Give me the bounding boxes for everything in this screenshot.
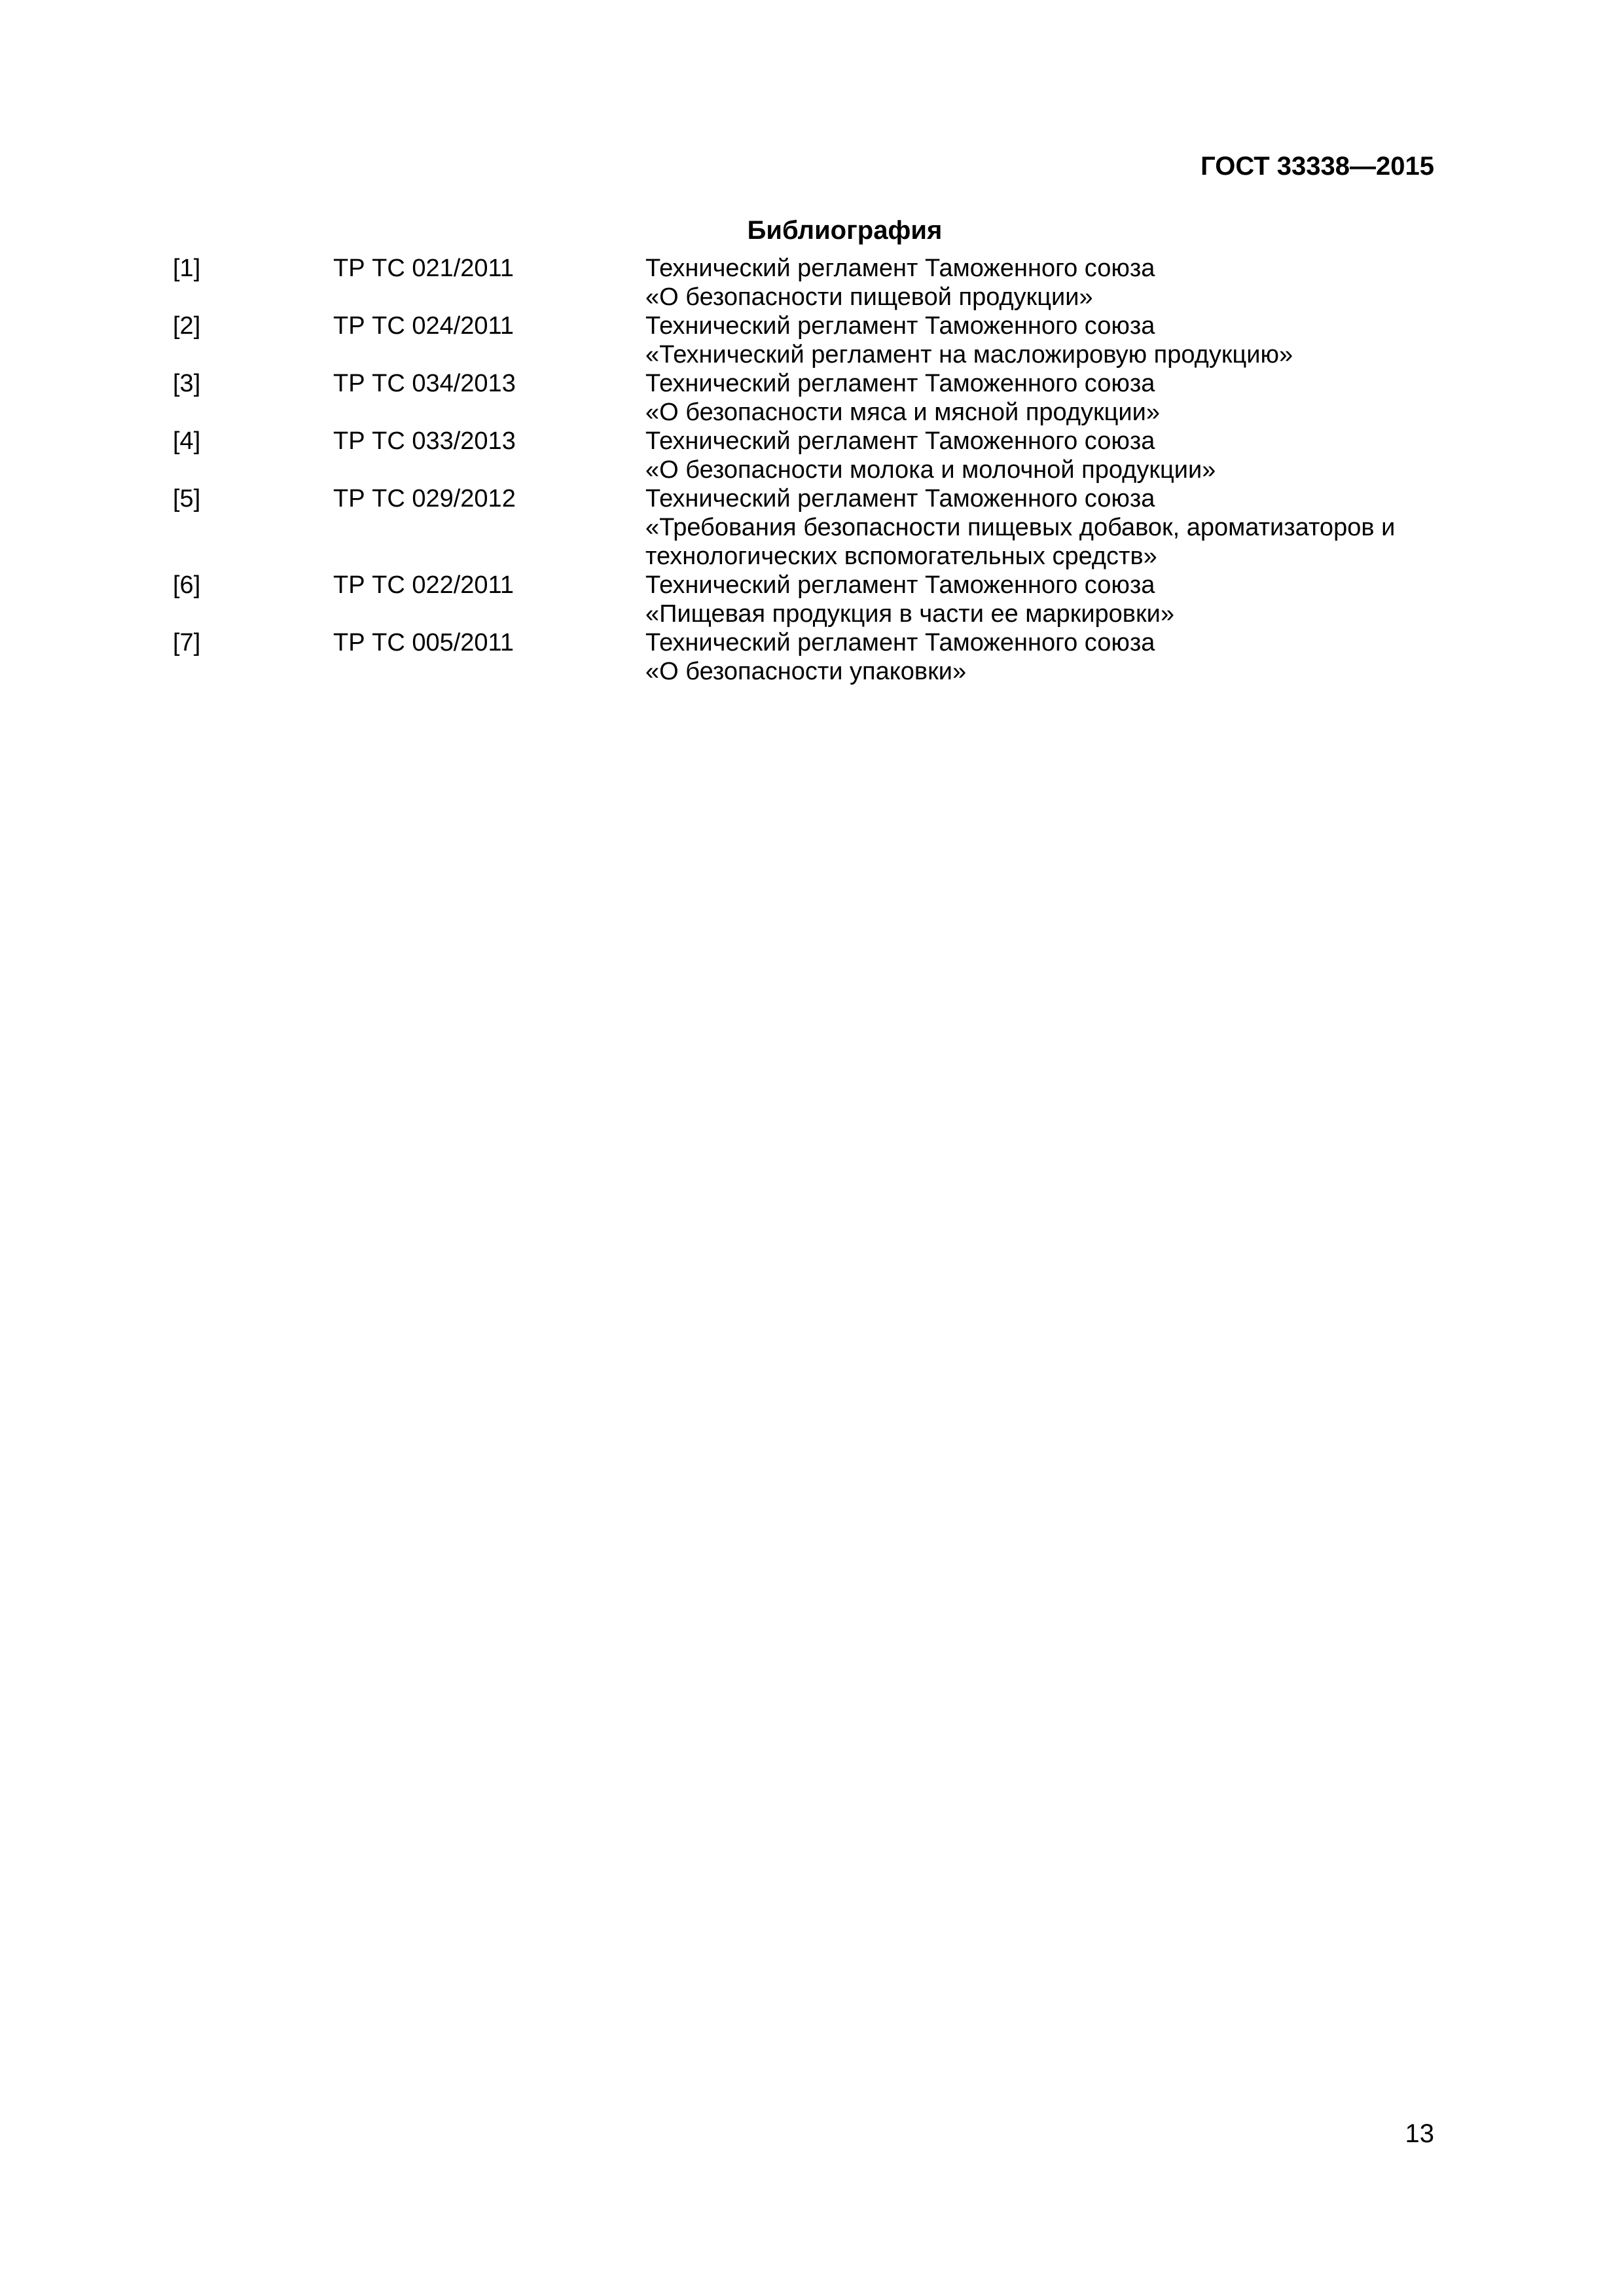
entry-description-line: Технический регламент Таможенного союза [645,485,1155,512]
entry-number: [1] [173,255,201,282]
entry-code: ТР ТС 034/2013 [333,370,516,397]
entry-description-line: Технический регламент Таможенного союза [645,571,1155,599]
bibliography-entry [173,369,1443,427]
entry-description-line: «Требования безопасности пищевых добавок, ароматизаторов и [645,514,1396,541]
entry-description-line: Технический регламент Таможенного союза [645,427,1155,455]
bibliography-entry [173,427,1443,484]
entry-code: ТР ТС 005/2011 [333,629,514,656]
entry-code: ТР ТС 029/2012 [333,485,516,512]
entry-description [645,571,1443,628]
entry-number: [6] [173,571,201,599]
page-number: 13 [1405,2119,1434,2148]
entry-description-line: «О безопасности мяса и мясной продукции» [645,399,1160,426]
entry-description [645,254,1443,312]
entry-description-line: Технический регламент Таможенного союза [645,370,1155,397]
entry-description-line: технологических вспомогательных средств» [645,543,1157,570]
bibliography-entry [173,628,1443,686]
entry-code: ТР ТС 021/2011 [333,255,514,282]
entry-number: [3] [173,370,201,397]
document-code: ГОСТ 33338—2015 [1200,152,1434,181]
entry-number: [7] [173,629,201,656]
entry-description [645,312,1443,369]
entry-description [645,427,1443,484]
entry-number: [5] [173,485,201,512]
entry-description-line: Технический регламент Таможенного союза [645,629,1155,656]
entry-code: ТР ТС 033/2013 [333,427,516,455]
bibliography-title: Библиография [747,216,943,245]
entry-description-line: «Пищевая продукция в части ее маркировки» [645,600,1174,628]
entry-description [645,628,1443,686]
bibliography-entry [173,312,1443,369]
entry-description-line: «О безопасности пищевой продукции» [645,283,1093,311]
entry-number: [2] [173,312,201,340]
entry-description-line: «О безопасности молока и молочной продукции» [645,456,1216,484]
bibliography-entry [173,254,1443,312]
bibliography-list [173,254,1443,686]
entry-description-line: Технический регламент Таможенного союза [645,255,1155,282]
entry-number: [4] [173,427,201,455]
entry-description [645,484,1443,571]
entry-code: ТР ТС 022/2011 [333,571,514,599]
bibliography-entry [173,571,1443,628]
entry-code: ТР ТС 024/2011 [333,312,514,340]
entry-description [645,369,1443,427]
entry-description-line: «О безопасности упаковки» [645,658,967,685]
entry-description-line: «Технический регламент на масложировую продукцию» [645,341,1293,368]
entry-description-line: Технический регламент Таможенного союза [645,312,1155,340]
bibliography-entry [173,484,1443,571]
